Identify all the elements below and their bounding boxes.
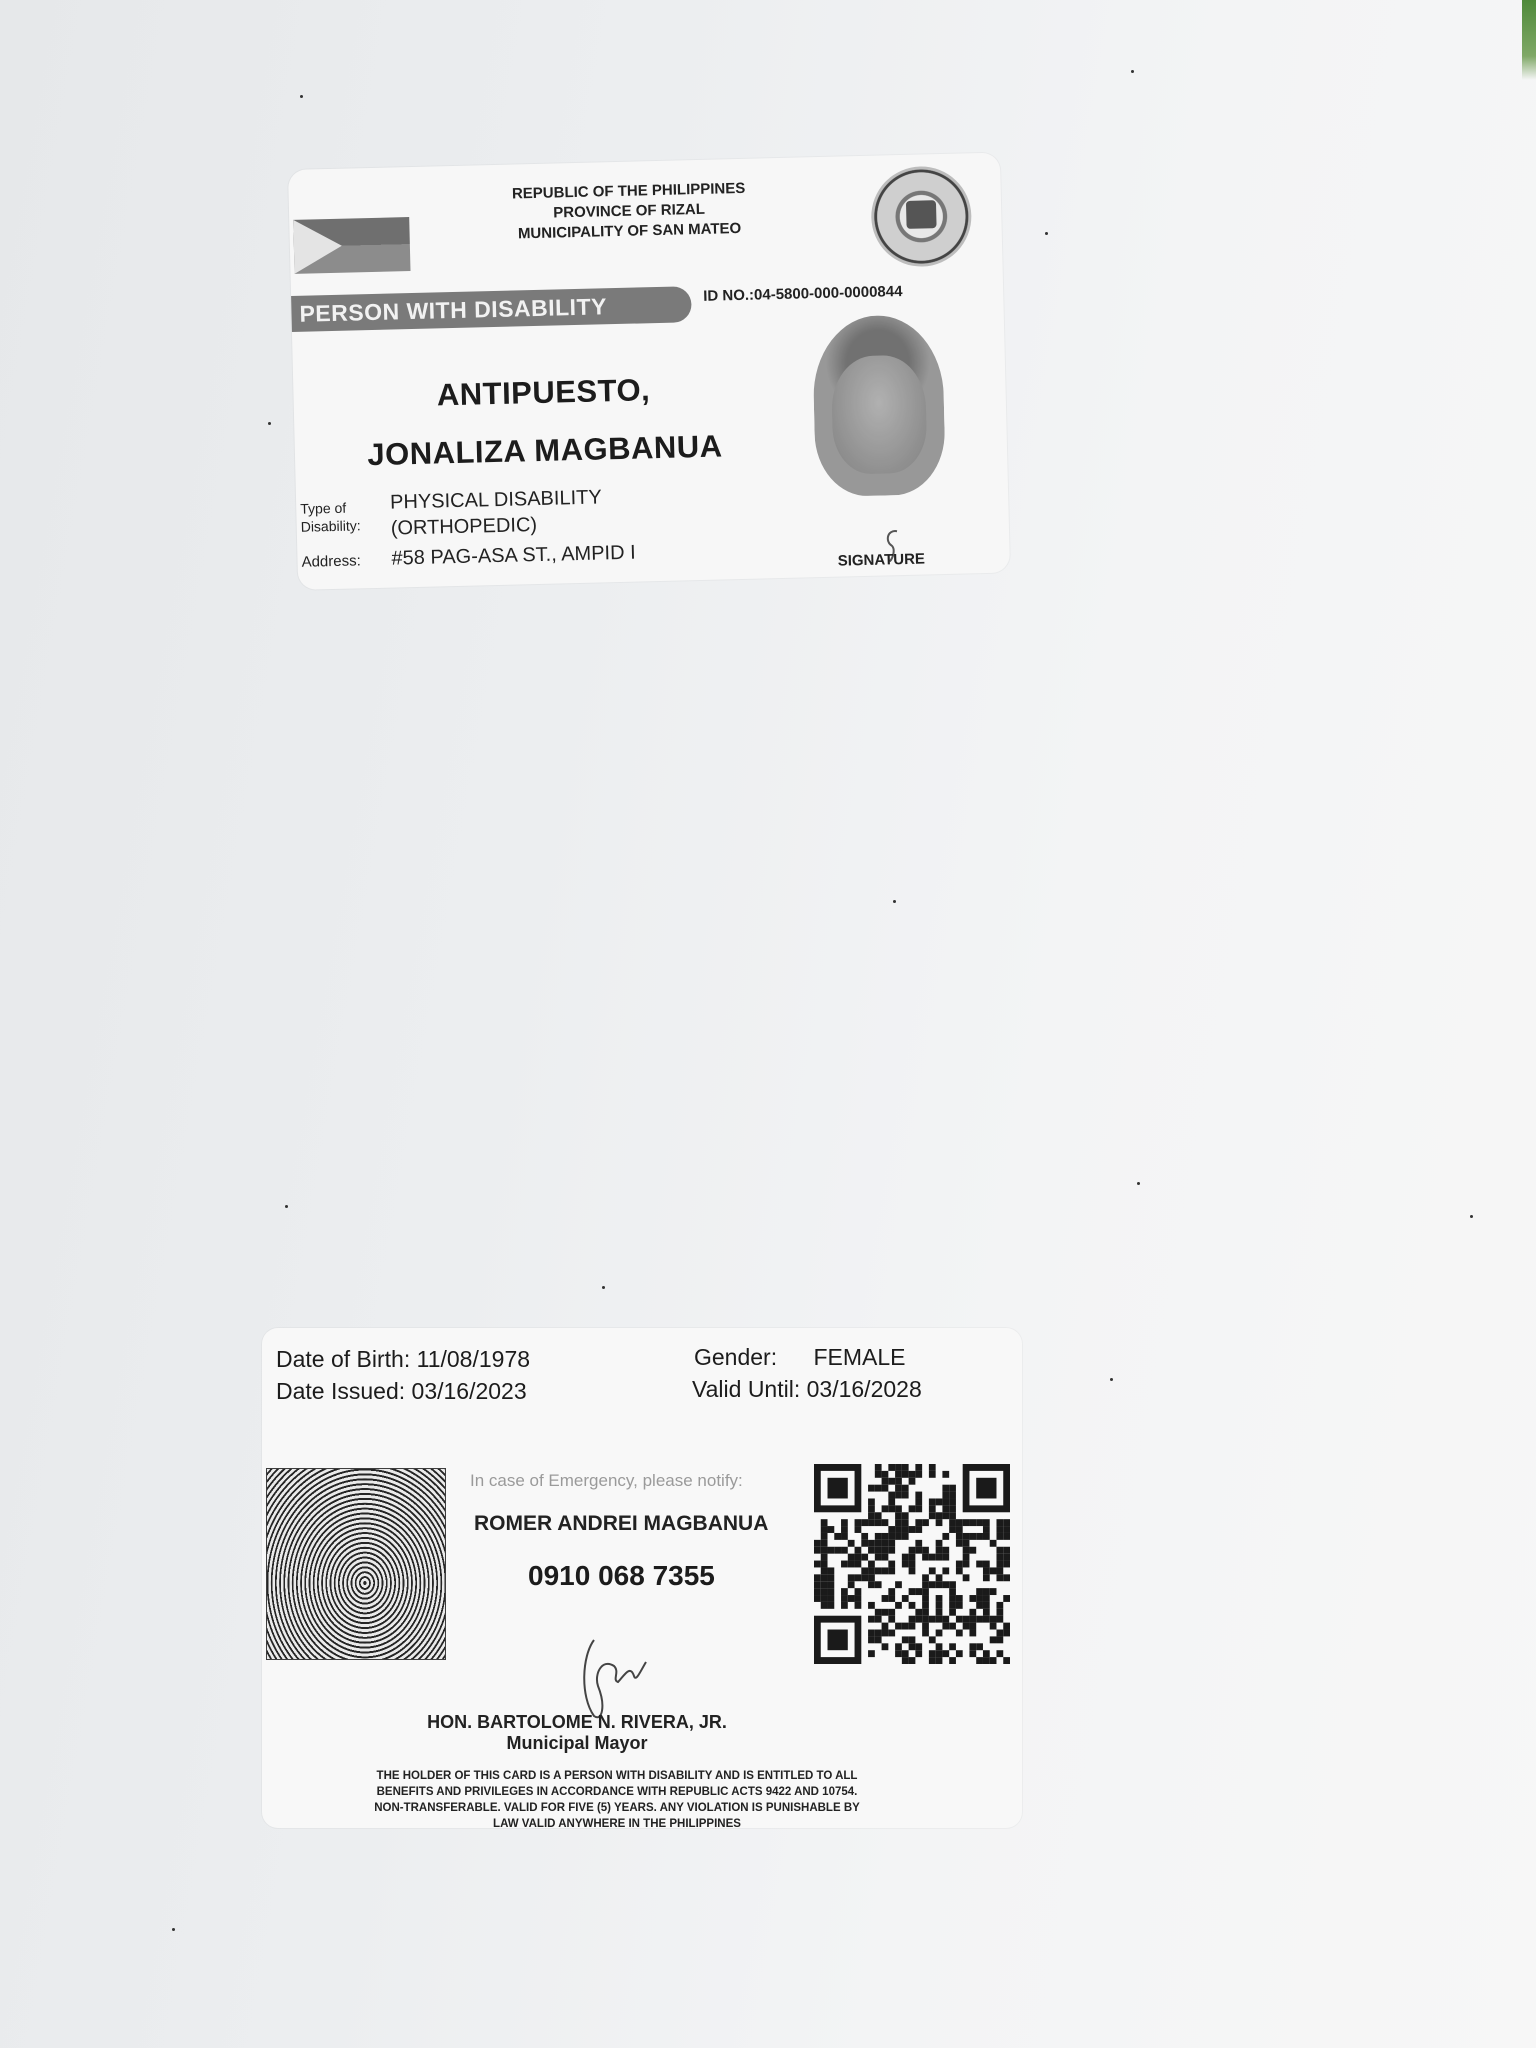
disability-type	[390, 484, 603, 541]
date-issued	[276, 1378, 527, 1405]
paper-speck	[1045, 232, 1048, 235]
holder-name	[303, 358, 786, 486]
id-number-label: ID NO.:	[703, 286, 755, 305]
pwd-id-card-back	[262, 1328, 1022, 1828]
municipal-seal-icon	[870, 165, 972, 267]
address-value: #58 PAG-ASA ST., AMPID I	[391, 541, 636, 570]
mayor-title: Municipal Mayor	[506, 1733, 648, 1753]
disclaimer-line: LAW VALID ANYWHERE IN THE PHILIPPINES	[493, 1818, 741, 1830]
paper-speck	[602, 1286, 605, 1289]
valid-until	[692, 1376, 922, 1403]
paper-speck	[1137, 1182, 1140, 1185]
disclaimer-line: BENEFITS AND PRIVILEGES IN ACCORDANCE WITH REPUBLIC ACTS 9422 AND 10754.	[376, 1786, 858, 1798]
disability-label	[300, 498, 361, 535]
paper-speck	[285, 1205, 288, 1208]
philippine-flag-icon	[293, 217, 410, 274]
issuing-authority-header	[478, 178, 779, 245]
holder-photo	[812, 314, 946, 497]
header-line: REPUBLIC OF THE PHILIPPINES	[511, 179, 746, 203]
paper-speck	[268, 422, 271, 425]
date-of-birth	[276, 1346, 530, 1373]
table-edge	[1522, 0, 1536, 80]
emergency-contact-phone: 0910 068 7355	[528, 1560, 715, 1591]
holder-surname: ANTIPUESTO,	[436, 372, 651, 413]
paper-speck	[893, 900, 896, 903]
paper-speck	[172, 1928, 175, 1931]
thumbprint-icon	[266, 1468, 446, 1660]
paper-speck	[1470, 1215, 1473, 1218]
dob-label: Date of Birth:	[276, 1346, 411, 1372]
paper-speck	[1131, 70, 1134, 73]
disclaimer-line: NON-TRANSFERABLE. VALID FOR FIVE (5) YEARS. ANY VIOLATION IS PUNISHABLE BY	[374, 1802, 860, 1814]
emergency-contact-name: ROMER ANDREI MAGBANUA	[474, 1512, 769, 1535]
gender-value: FEMALE	[813, 1344, 906, 1370]
pwd-banner: PERSON WITH DISABILITY	[291, 286, 692, 332]
header-line: MUNICIPALITY OF SAN MATEO	[517, 219, 742, 243]
valid-label: Valid Until:	[692, 1376, 801, 1402]
valid-value: 03/16/2028	[806, 1376, 922, 1402]
issued-label: Date Issued:	[276, 1378, 406, 1404]
emergency-contact-label: In case of Emergency, please notify:	[470, 1471, 743, 1490]
card-disclaimer	[352, 1768, 882, 1832]
issued-value: 03/16/2023	[411, 1378, 527, 1404]
disability-type-line: PHYSICAL DISABILITY	[389, 486, 602, 514]
paper-speck	[1110, 1378, 1113, 1381]
disability-label-line: Type of	[300, 499, 347, 517]
seal-emblem	[906, 200, 937, 229]
pwd-id-card-front	[288, 153, 1010, 590]
gender-label: Gender:	[694, 1344, 778, 1370]
disability-label-line: Disability:	[300, 517, 361, 535]
paper-speck	[300, 95, 303, 98]
mayor-name: HON. BARTOLOME N. RIVERA, JR.	[427, 1712, 727, 1732]
holder-photo-face	[831, 354, 928, 474]
signature-label: SIGNATURE	[837, 550, 926, 570]
header-line: PROVINCE OF RIZAL	[553, 200, 706, 222]
id-number	[703, 283, 903, 305]
disability-type-line: (ORTHOPEDIC)	[390, 514, 538, 540]
gender	[694, 1344, 906, 1371]
address-label: Address:	[301, 552, 361, 571]
qr-code-icon	[814, 1464, 1010, 1664]
holder-given-names: JONALIZA MAGBANUA	[366, 428, 723, 473]
dob-value: 11/08/1978	[416, 1346, 531, 1372]
disclaimer-line: THE HOLDER OF THIS CARD IS A PERSON WITH DISABILITY AND IS ENTITLED TO ALL	[376, 1770, 858, 1782]
id-number-value: 04-5800-000-0000844	[753, 283, 903, 304]
